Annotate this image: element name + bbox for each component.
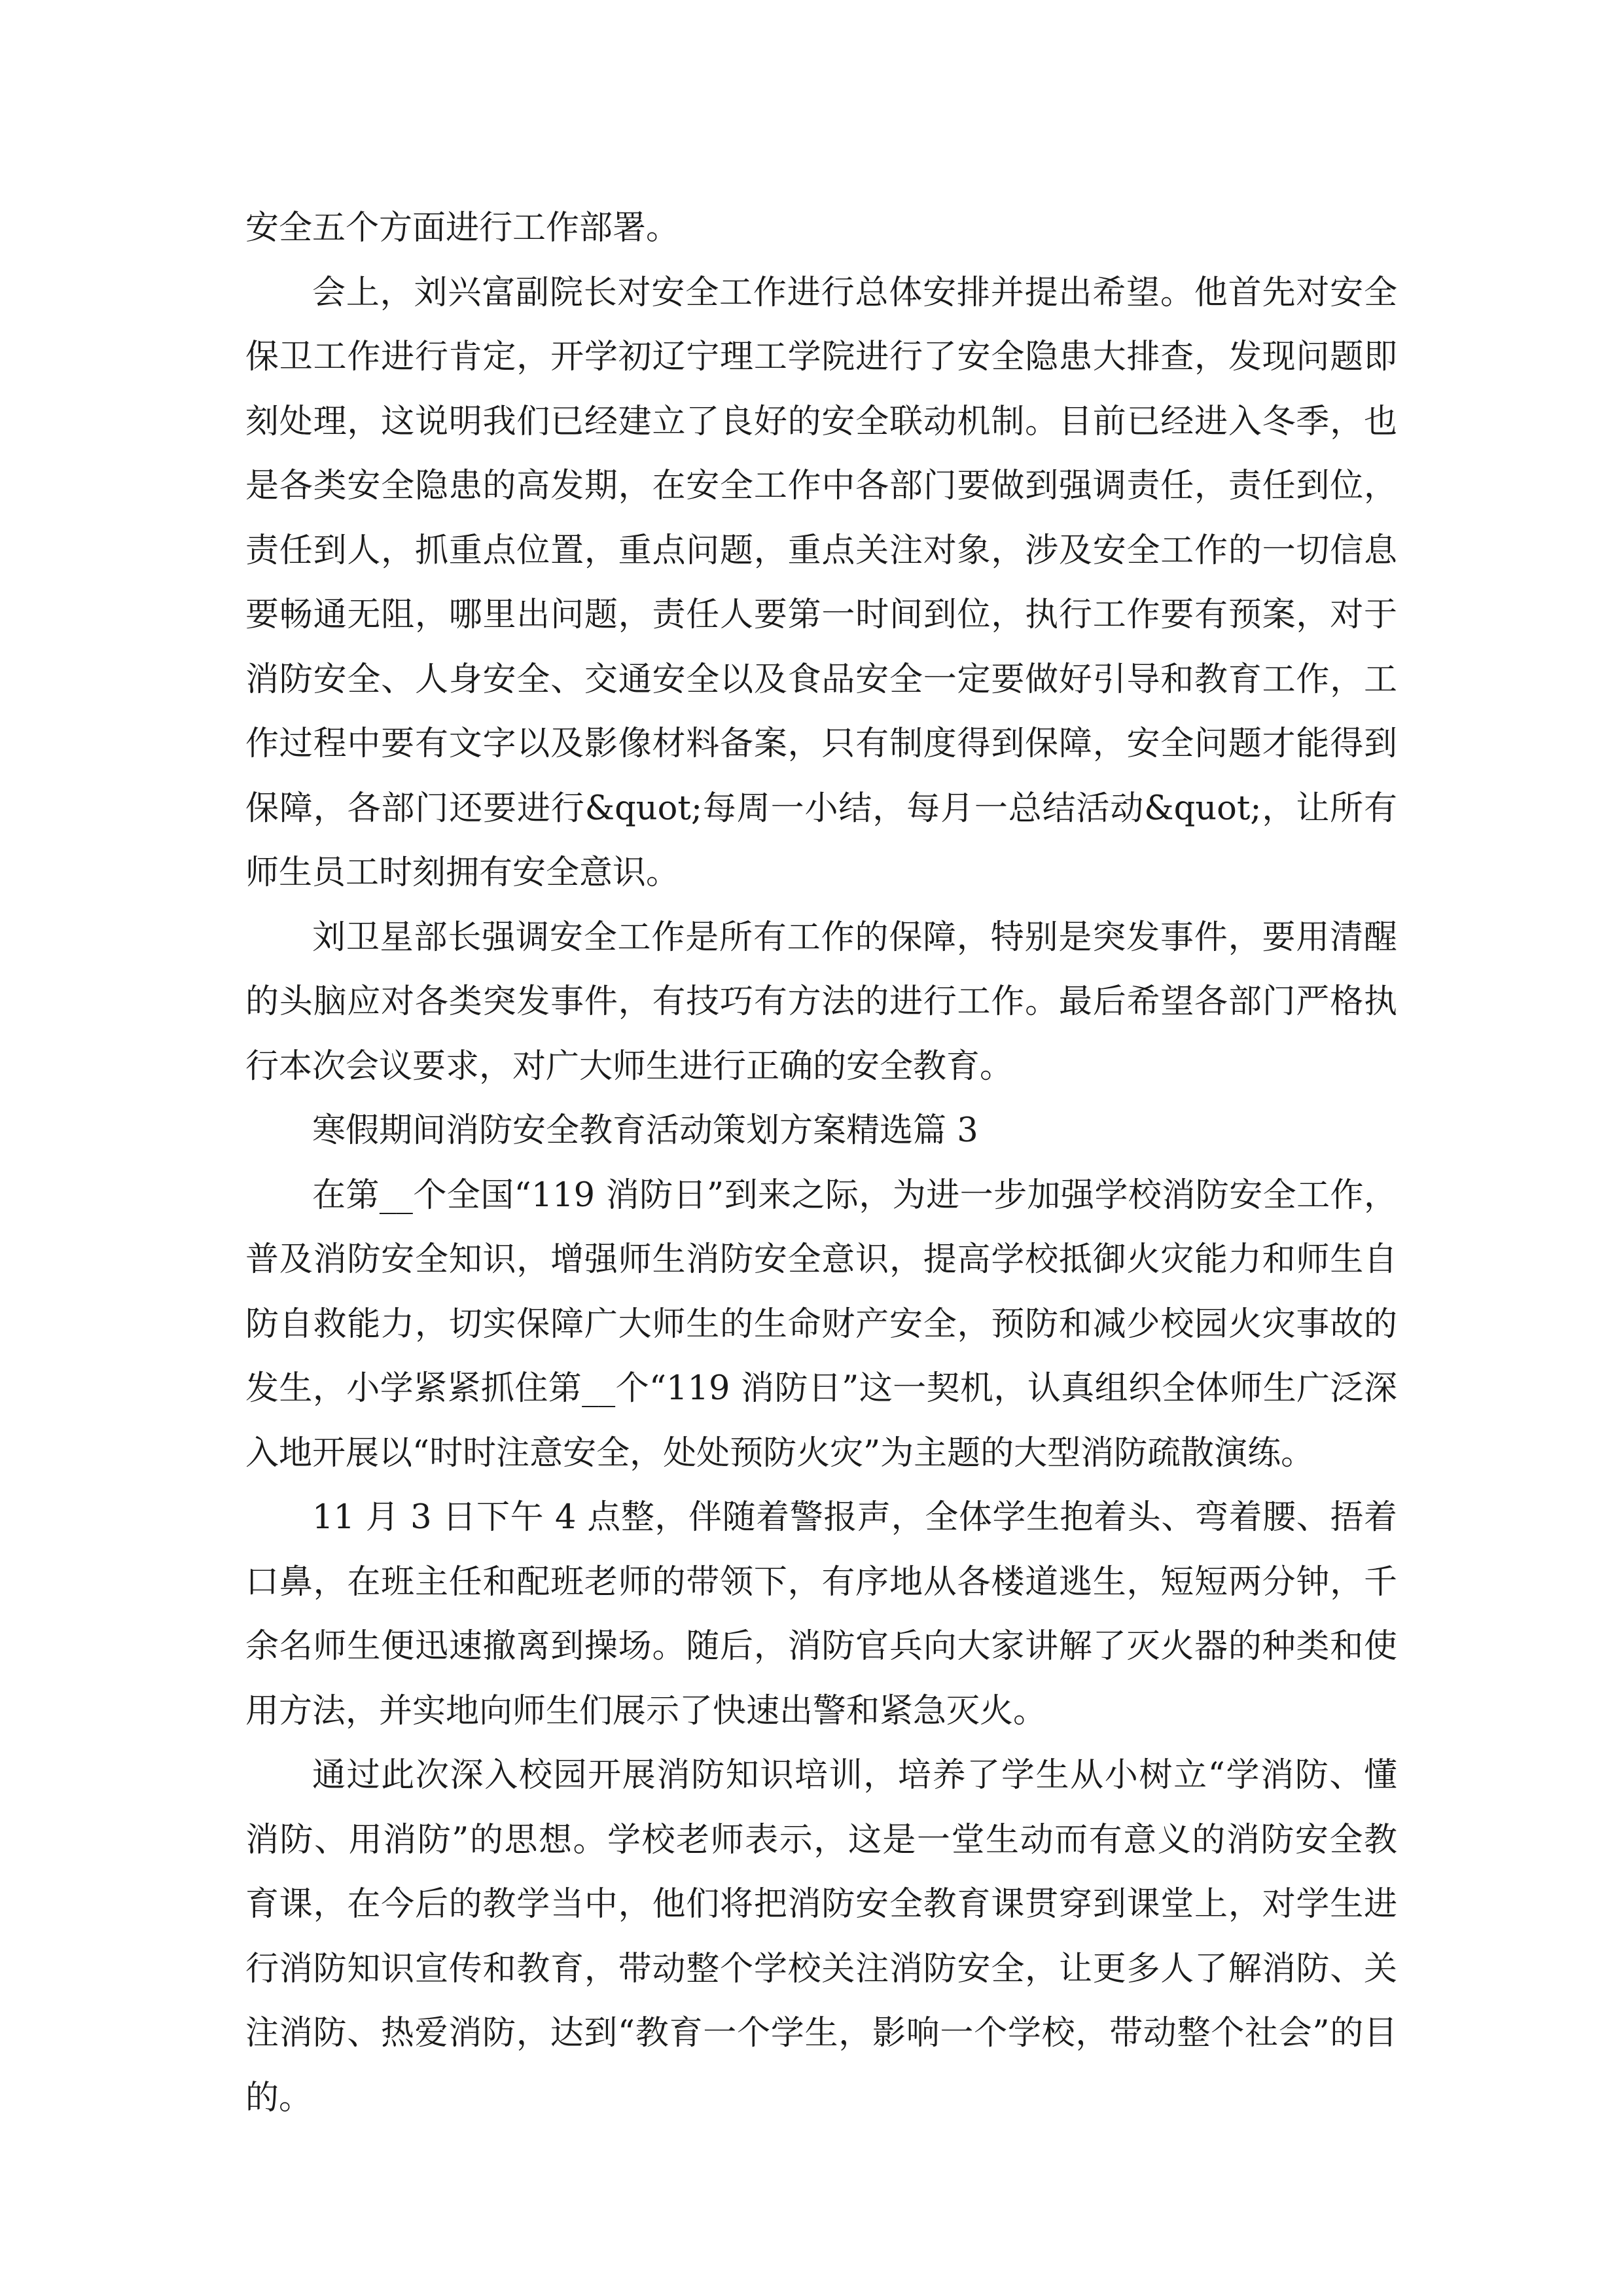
section-heading: 寒假期间消防安全教育活动策划方案精选篇 3 xyxy=(312,1111,978,1150)
paragraph-fire-day-intro: 在第__个全国“119 消防日”到来之际，为进一步加强学校消防安全工作，普及消防安全知识，增强师生消防安全意识，提高学校抵御火灾能力和师生自防自救能力，切实保障广大师生的生命财产安全，预防和减少校园火灾事故的发生，小学紧紧抓住第__个“119 消防日”这一契机，认真组织全体师生广泛深入地开展以“时时注意安全，处处预防火灾”为主题的大型消防疏散演练。 xyxy=(245,1175,1397,1473)
document-body xyxy=(245,196,1397,2130)
paragraph-evacuation-drill: 11 月 3 日下午 4 点整，伴随着警报声，全体学生抱着头、弯着腰、捂着口鼻，在班主任和配班老师的带领下，有序地从各楼道逃生，短短两分钟，千余名师生便迅速撤离到操场。随后，消防官兵向大家讲解了灭火器的种类和使用方法，并实地向师生们展示了快速出警和紧急灭火。 xyxy=(245,1498,1397,1731)
paragraph-training-summary: 通过此次深入校园开展消防知识培训，培养了学生从小树立“学消防、懂消防、用消防”的思想。学校老师表示，这是一堂生动而有意义的消防安全教育课，在今后的教学当中，他们将把消防安全教育课贯穿到课堂上，对学生进行消防知识宣传和教育，带动整个学校关注消防安全，让更多人了解消防、关注消防、热爱消防，达到“教育一个学生，影响一个学校，带动整个社会”的目的。 xyxy=(245,1756,1397,2117)
paragraph-meeting-remarks: 会上，刘兴富副院长对安全工作进行总体安排并提出希望。他首先对安全保卫工作进行肯定，开学初辽宁理工学院进行了安全隐患大排查，发现问题即刻处理，这说明我们已经建立了良好的安全联动机制。目前已经进入冬季，也是各类安全隐患的高发期，在安全工作中各部门要做到强调责任，责任到位，责任到人，抓重点位置，重点问题，重点关注对象，涉及安全工作的一切信息要畅通无阻，哪里出问题，责任人要第一时间到位，执行工作要有预案，对于消防安全、人身安全、交通安全以及食品安全一定要做好引导和教育工作，工作过程中要有文字以及影像材料备案，只有制度得到保障，安全问题才能得到保障，各部门还要进行&quot;每周一小结，每月一总结活动&quot;，让所有师生员工时刻拥有安全意识。 xyxy=(245,273,1397,892)
paragraph-minister-remarks: 刘卫星部长强调安全工作是所有工作的保障，特别是突发事件，要用清醒的头脑应对各类突发事件，有技巧有方法的进行工作。最后希望各部门严格执行本次会议要求，对广大师生进行正确的安全教育。 xyxy=(245,918,1397,1086)
paragraph-continuation: 安全五个方面进行工作部署。 xyxy=(245,209,680,247)
